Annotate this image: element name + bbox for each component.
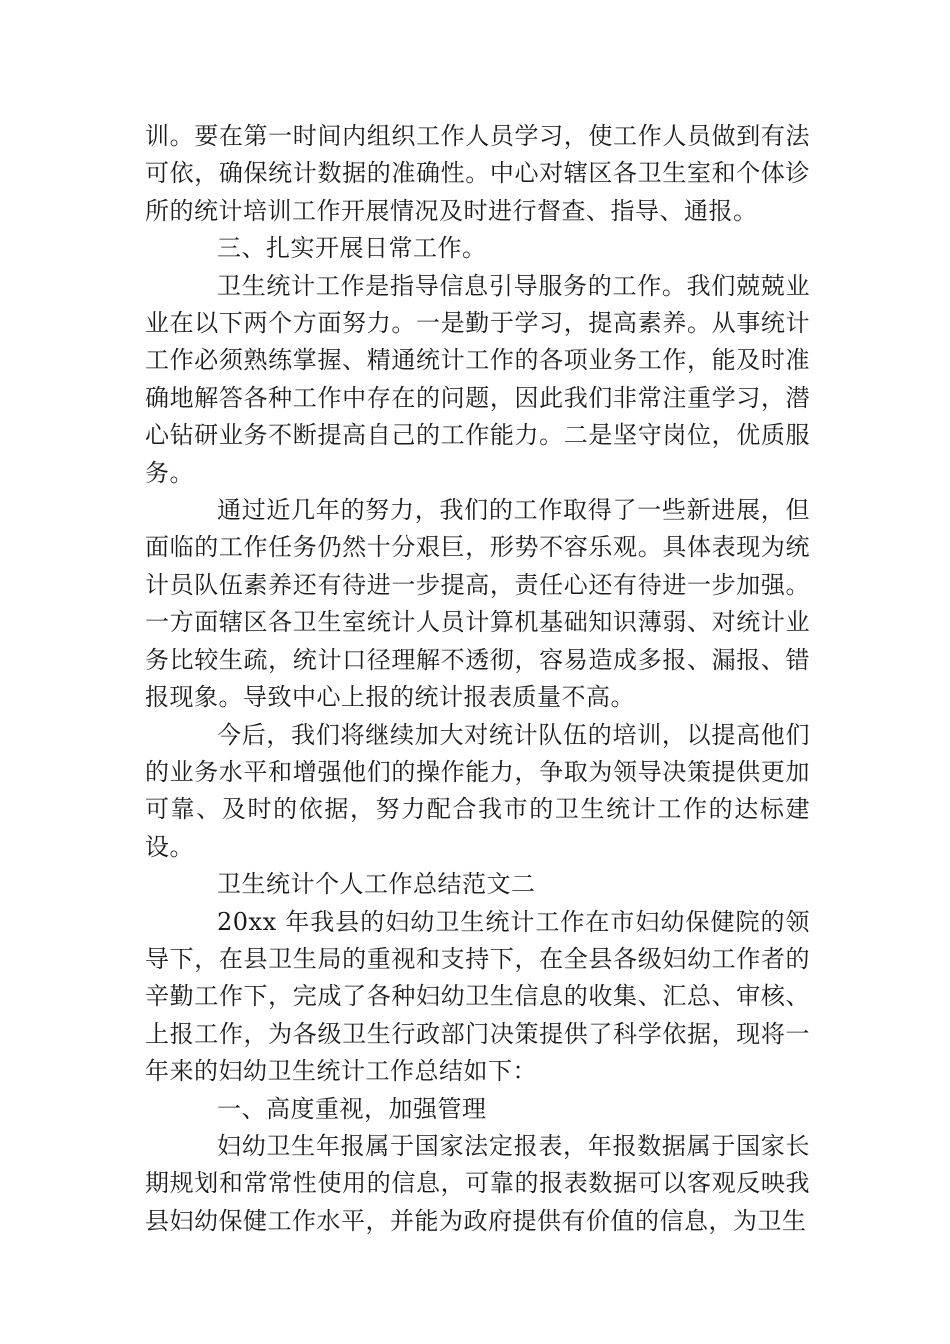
section-heading-management: 一、高度重视，加强管理	[217, 1094, 487, 1123]
paragraph-future-plans: 今后，我们将继续加大对统计队伍的培训，以提高他们的业务水平和增强他们的操作能力，争取为领导决策提供更加可靠、及时的依据，努力配合我市的卫生统计工作的达标建设。	[145, 720, 810, 861]
paragraph-progress-and-problems: 通过近几年的努力，我们的工作取得了一些新进展，但面临的工作任务仍然十分艰巨，形势不容乐观。具体表现为统计员队伍素养还有待进一步提高，责任心还有待进一步加强。一方面辖区各卫生室统计人员计算机基础知识薄弱、对统计业务比较生疏，统计口径理解不透彻，容易造成多报、漏报、错报现象。导致中心上报的统计报表质量不高。	[145, 496, 810, 712]
paragraph-training-continued: 训。要在第一时间内组织工作人员学习，使工作人员做到有法可依，确保统计数据的准确性。中心对辖区各卫生室和个体诊所的统计培训工作开展情况及时进行督查、指导、通报。	[145, 122, 810, 225]
document-body	[145, 118, 810, 1240]
section-heading-daily-work: 三、扎实开展日常工作。	[217, 234, 487, 263]
paragraph-annual-summary-intro: 20xx 年我县的妇幼卫生统计工作在市妇幼保健院的领导下，在县卫生局的重视和支持下，在全县各级妇幼工作者的辛勤工作下，完成了各种妇幼卫生信息的收集、汇总、审核、上报工作，为各级卫生行政部门决策提供了科学依据，现将一年来的妇幼卫生统计工作总结如下：	[145, 907, 810, 1086]
paragraph-annual-report-importance: 妇幼卫生年报属于国家法定报表，年报数据属于国家长期规划和常常性使用的信息，可靠的报表数据可以客观反映我县妇幼保健工作水平，并能为政府提供有价值的信息，为卫生	[145, 1131, 810, 1235]
paragraph-statistics-service: 卫生统计工作是指导信息引导服务的工作。我们兢兢业业在以下两个方面努力。一是勤于学习，提高素养。从事统计工作必须熟练掌握、精通统计工作的各项业务工作，能及时准确地解答各种工作中存在的问题，因此我们非常注重学习，潜心钻研业务不断提高自己的工作能力。二是坚守岗位，优质服务。	[145, 271, 810, 487]
sample-two-title: 卫生统计个人工作总结范文二	[217, 870, 536, 899]
